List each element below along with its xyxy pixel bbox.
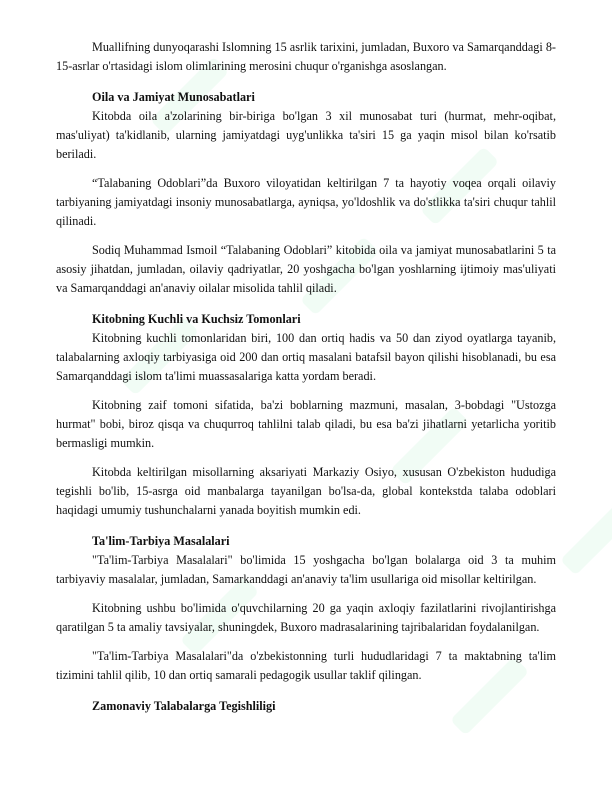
paragraph-life-events: “Talabaning Odoblari”da Buxoro viloyatidan keltirilgan 7 ta hayotiy voqea orqali oilaviy tarbiyaning jamiyatdagi insoniy munosabatlarga, ayniqsa, yo'ldoshlik va do'stlikka ta'siri chuqur tahlil qilinadi. xyxy=(56,176,556,228)
paragraph-school-systems: "Ta'lim-Tarbiya Masalalari"da o'zbekistonning turli hududlaridagi 7 ta maktabning ta'lim tizimini tahlil qilib, 10 dan ortiq samarali pedagogik usullar taklif qilingan. xyxy=(56,649,556,682)
paragraph-education-issues: "Ta'lim-Tarbiya Masalalari" bo'limida 15 yoshgacha bo'lgan bolalarga oid 3 ta muhim tarbiyaviy masalalar, jumladan, Samarkanddagi an'anaviy ta'lim usullariga oid misollar keltirilgan. xyxy=(56,553,556,586)
paragraph-strengths: Kitobning kuchli tomonlaridan biri, 100 dan ortiq hadis va 50 dan ziyod oyatlarga tayanib, talabalarning axloqiy tarbiyasiga oid 200 dan ortiq masalani batafsil bayon qilishi hisoblanadi, bu esa Samarqanddagi islom ta'limi muassasalariga katta yordam beradi. xyxy=(56,331,556,383)
watermark-mark xyxy=(560,496,612,575)
paragraph-weaknesses: Kitobning zaif tomoni sifatida, ba'zi boblarning mazmuni, masalan, 3-bobdagi "Ustozga hurmat" bobi, biroz qisqa va chuqurroq tahlilni talab qiladi, bu esa ba'zi jihatlarni yetarlicha yoritib bermasligi mumkin. xyxy=(56,398,556,450)
paragraph-regional-examples: Kitobda keltirilgan misollarning aksariyati Markaziy Osiyo, xususan O'zbekiston hududiga tegishli bo'lib, 15-asrga oid manbalarga tayanilgan bo'lsa-da, global kontekstda talaba odoblari haqidagi umumiy tushunchalarni yanada boyitish mumkin edi. xyxy=(56,465,556,517)
document-body xyxy=(56,38,556,716)
heading-family-society: Oila va Jamiyat Munosabatlari xyxy=(92,90,255,104)
paragraph-author-worldview: Muallifning dunyoqarashi Islomning 15 asrlik tarixini, jumladan, Buxoro va Samarqanddagi 8-15-asrlar o'rtasidagi islom olimlarining merosini chuqur o'rganishga asoslangan. xyxy=(56,40,556,73)
heading-modern-students: Zamonaviy Talabalarga Tegishliligi xyxy=(92,699,276,713)
paragraph-five-aspects: Sodiq Muhammad Ismoil “Talabaning Odoblari” kitobida oila va jamiyat munosabatlarini 5 ta asosiy jihatdan, jumladan, oilaviy qadriyatlar, 20 yoshgacha bo'lgan yoshlarning ijtimoiy mas'uliyati va Samarqanddagi an'anaviy oilalar misolida tahlil qiladi. xyxy=(56,243,556,295)
heading-strengths-weaknesses: Kitobning Kuchli va Kuchsiz Tomonlari xyxy=(92,312,301,326)
paragraph-moral-qualities: Kitobning ushbu bo'limida o'quvchilarning 20 ga yaqin axloqiy fazilatlarini rivojlantirishga qaratilgan 5 ta amaliy tavsiyalar, shuningdek, Buxoro madrasalarining tajribalaridan foydalanilgan. xyxy=(56,601,556,634)
paragraph-family-relations: Kitobda oila a'zolarining bir-biriga bo'lgan 3 xil munosabat turi (hurmat, mehr-oqibat, mas'uliyat) ta'kidlanib, ularning jamiyatdagi uyg'unlikka ta'siri 15 ga yaqin misol bilan ko'rsatib beriladi. xyxy=(56,109,556,161)
heading-education-upbringing: Ta'lim-Tarbiya Masalalari xyxy=(92,534,230,548)
